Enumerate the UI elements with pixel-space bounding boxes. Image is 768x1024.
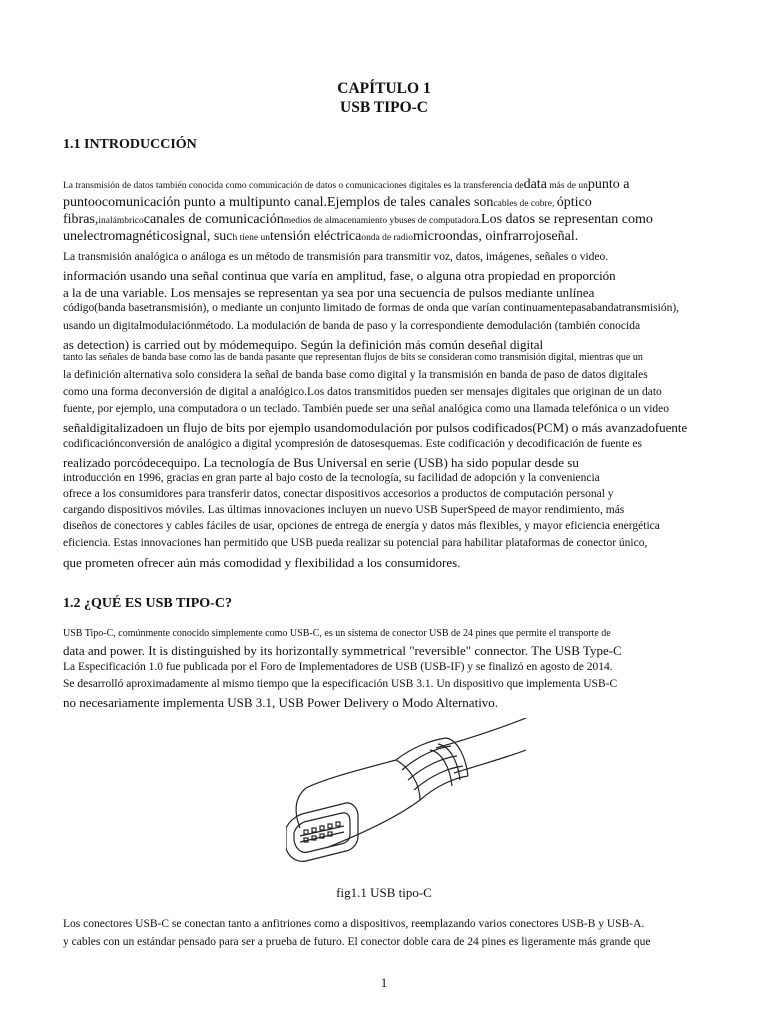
intro-para2-line: as detection) is carried out by módemequipo. Según la definición más común deseñal digital xyxy=(63,337,544,352)
intro-para2-line: introducción en 1996, gracias en gran parte al bajo costo de la tecnología, su facilidad de adopción y la conveniencia xyxy=(63,472,600,484)
intro-para1-line: puntoocomunicación punto a multipunto canal.Ejemplos de tales canales soncables de cobre, óptico xyxy=(63,195,592,210)
usb-c-para1-line: Se desarrolló aproximadamente al mismo tiempo que la especificación USB 3.1. Un dispositivo que implementa USB-C xyxy=(63,678,618,690)
intro-para2-line: a la de una variable. Los mensajes se representan ya sea por una secuencia de pulsos mediante unlínea xyxy=(63,285,595,300)
intro-para2-line: la definición alternativa solo considera la señal de banda base como digital y la transmisión en banda de paso de datos digitales xyxy=(63,369,648,381)
intro-para2-line: ofrece a los consumidores para transferir datos, conectar dispositivos accesorios a productos de computación personal y xyxy=(63,488,614,500)
usb-c-para1-line: no necesariamente implementa USB 3.1, USB Power Delivery o Modo Alternativo. xyxy=(63,695,499,710)
page-number: 1 xyxy=(380,975,388,990)
intro-para2-line: información usando una señal continua que varía en amplitud, fase, o alguna otra propiedad en proporción xyxy=(63,268,616,283)
intro-para2-line: diseños de conectores y cables fáciles de usar, opciones de entrega de energía y datos más flexibles, y mayor eficiencia energética xyxy=(63,520,660,532)
intro-para2-line: código(banda basetransmisión), o mediante un conjunto limitado de formas de onda que varían continuamentepasabandatransmisión), xyxy=(63,302,680,314)
intro-para2-line: usando un digitalmodulaciónmétodo. La modulación de banda de paso y la correspondiente demodulación (también conocida xyxy=(63,320,641,332)
intro-para1-line: La transmisión de datos también conocida como comunicación de datos o comunicaciones digitales es la transferencia dedata más de unpunto a xyxy=(63,177,630,192)
intro-para2-line: eficiencia. Estas innovaciones han permitido que USB pueda realizar su potencial para habilitar plataformas de conector único, xyxy=(63,537,648,549)
section-heading-intro: 1.1 INTRODUCCIÓN xyxy=(63,137,197,152)
usb-c-para1-line: data and power. It is distinguished by its horizontally symmetrical "reversible" connector. The USB Type-C xyxy=(63,643,622,658)
intro-para2-line: codificaciónconversión de analógico a digital ycompresión de datosesquemas. Este codificación y decodificación de fuente es xyxy=(63,438,642,450)
usb-c-connector-illustration xyxy=(286,718,526,868)
intro-para2-line: fuente, por ejemplo, una computadora o un teclado. También puede ser una señal analógica como una llamada telefónica o un video xyxy=(63,403,670,415)
intro-para2-line: La transmisión analógica o análoga es un método de transmisión para transmitir voz, datos, imágenes, señales o video. xyxy=(63,251,609,263)
chapter-title: CAPÍTULO 1 xyxy=(337,80,431,97)
section-heading-usb-c: 1.2 ¿QUÉ ES USB TIPO-C? xyxy=(63,596,232,611)
intro-para2-line: cargando dispositivos móviles. Las últimas innovaciones incluyen un nuevo USB SuperSpeed de mayor rendimiento, más xyxy=(63,504,625,516)
intro-para1-line: unelectromagnéticosignal, such tiene untensión eléctricaonda de radiomicroondas, oinfrarrojoseñal. xyxy=(63,229,579,244)
usb-c-para1-line: USB Tipo-C, comúnmente conocido simplemente como USB-C, es un sistema de conector USB de 24 pines que permite el transporte de xyxy=(63,628,611,639)
intro-para2-line: que prometen ofrecer aún más comodidad y flexibilidad a los consumidores. xyxy=(63,555,461,570)
usb-c-para2-line: y cables con un estándar pensado para ser a prueba de futuro. El conector doble cara de 24 pines es ligeramente más grande que xyxy=(63,936,651,948)
intro-para2-line: como una forma deconversión de digital a analógico.Los datos transmitidos pueden ser mensajes digitales que originan de un dato xyxy=(63,386,662,398)
figure-caption: fig1.1 USB tipo-C xyxy=(336,885,432,900)
intro-para1-line: fibras,inalámbricocanales de comunicaciónmedios de almacenamiento ybuses de computadora.Los datos se representan como xyxy=(63,212,653,227)
intro-para2-line: realizado porcódecequipo. La tecnología de Bus Universal en serie (USB) ha sido popular desde su xyxy=(63,455,579,470)
intro-para2-line: señaldigitalizadoen un flujo de bits por ejemplo usandomodulación por pulsos codificados(PCM) o más avanzadofuente xyxy=(63,420,688,435)
usb-c-para1-line: La Especificación 1.0 fue publicada por el Foro de Implementadores de USB (USB-IF) y se finalizó en agosto de 2014. xyxy=(63,661,613,673)
chapter-subtitle: USB TIPO-C xyxy=(340,99,428,116)
usb-c-para2-line: Los conectores USB-C se conectan tanto a anfitriones como a dispositivos, reemplazando varios conectores USB-B y USB-A. xyxy=(63,918,645,930)
intro-para2-line: tanto las señales de banda base como las de banda pasante que representan flujos de bits se consideran como transmisión digital, mientras que un xyxy=(63,352,643,363)
